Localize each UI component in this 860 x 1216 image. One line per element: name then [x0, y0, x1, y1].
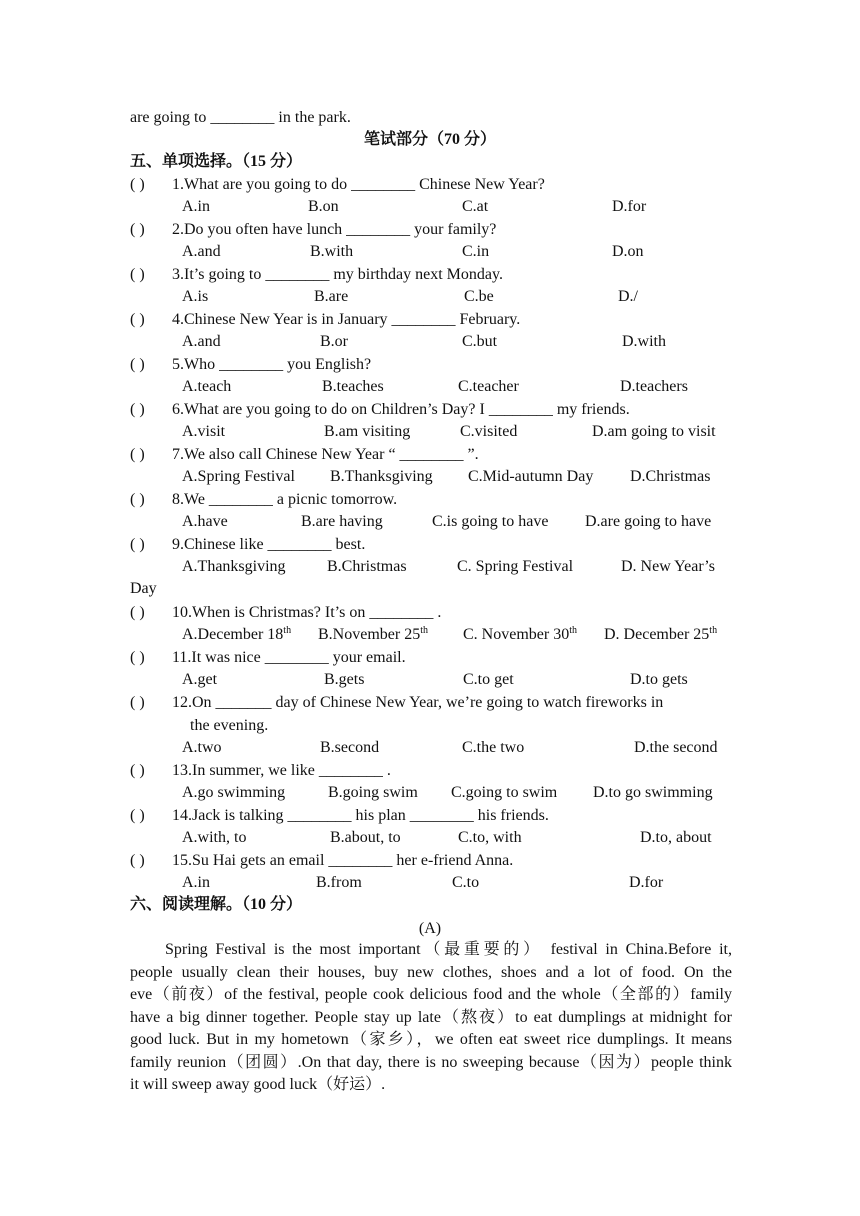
- answer-option: D.on: [612, 243, 644, 260]
- answer-option: D.the second: [634, 739, 718, 756]
- answer-blank: ( ): [130, 176, 145, 193]
- answer-option: D.teachers: [620, 378, 688, 395]
- answer-option: A.have: [182, 513, 228, 530]
- answer-option: B.am visiting: [324, 423, 411, 440]
- answer-blank: ( ): [130, 604, 145, 621]
- answer-option: C. Spring Festival: [457, 558, 574, 575]
- answer-option: A.Thanksgiving: [182, 558, 286, 575]
- answer-option: A.go swimming: [182, 784, 286, 801]
- question-text: 11.It was nice ________ your email.: [172, 649, 406, 666]
- answer-option: C.to: [452, 874, 480, 891]
- question-text: 2.Do you often have lunch ________ your family?: [172, 221, 497, 238]
- answer-option: C.in: [462, 243, 490, 260]
- answer-option: B.are: [314, 288, 349, 305]
- answer-blank: ( ): [130, 266, 145, 283]
- answer-option: B.about, to: [330, 829, 401, 846]
- answer-option: B.second: [320, 739, 380, 756]
- answer-blank: ( ): [130, 807, 145, 824]
- answer-option: D.with: [622, 333, 666, 350]
- answer-blank: ( ): [130, 356, 145, 373]
- question-text: 8.We ________ a picnic tomorrow.: [172, 491, 398, 508]
- question-text: 10.When is Christmas? It’s on ________ .: [172, 604, 442, 621]
- answer-blank: ( ): [130, 446, 145, 463]
- answer-option: B.with: [310, 243, 354, 260]
- answer-option: B.are having: [301, 513, 383, 530]
- question-text: 13.In summer, we like ________ .: [172, 762, 391, 779]
- answer-option: B.November 25th: [318, 625, 428, 643]
- answer-blank: ( ): [130, 311, 145, 328]
- answer-option: D.to gets: [630, 671, 688, 688]
- answer-option: C.is going to have: [432, 513, 549, 530]
- answer-option: A.in: [182, 874, 210, 891]
- question-text: 1.What are you going to do ________ Chinese New Year?: [172, 176, 545, 193]
- section-five-heading: 五、单项选择。（15 分）: [130, 153, 303, 170]
- answer-option: C.to, with: [458, 829, 522, 846]
- passage-line: good luck. But in my hometown（家乡），we often eat sweet rice dumplings. It means: [130, 1031, 732, 1048]
- ordinal-suffix: th: [709, 625, 718, 636]
- passage-label: (A): [418, 920, 442, 937]
- answer-blank: ( ): [130, 852, 145, 869]
- question-text: 6.What are you going to do on Children’s Day? I ________ my friends.: [172, 401, 630, 418]
- answer-option: D.am going to visit: [592, 423, 716, 440]
- answer-option: D./: [618, 288, 638, 305]
- answer-blank: ( ): [130, 762, 145, 779]
- answer-option: D.for: [612, 198, 647, 215]
- answer-option: C.be: [464, 288, 494, 305]
- answer-option: A.teach: [182, 378, 232, 395]
- answer-option: A.get: [182, 671, 218, 688]
- question-text: 3.It’s going to ________ my birthday next Monday.: [172, 266, 503, 283]
- answer-option: B.from: [316, 874, 362, 891]
- answer-blank: ( ): [130, 649, 145, 666]
- passage-line: eve（前夜）of the festival, people cook delicious food and the whole（全部的）family: [130, 986, 732, 1003]
- ordinal-suffix: th: [569, 625, 577, 636]
- answer-option: C.going to swim: [451, 784, 558, 801]
- answer-blank: ( ): [130, 694, 145, 711]
- answer-option: C.but: [462, 333, 498, 350]
- answer-option: C. November 30th: [463, 625, 577, 643]
- section-six-heading: 六、阅读理解。（10 分）: [130, 896, 303, 913]
- answer-blank: ( ): [130, 491, 145, 508]
- answer-option: A.and: [182, 333, 221, 350]
- written-section-heading: 笔试部分（70 分）: [363, 131, 496, 148]
- answer-blank: ( ): [130, 401, 145, 418]
- question-text: 12.On _______ day of Chinese New Year, we’re going to watch fireworks in: [172, 694, 664, 711]
- answer-blank: ( ): [130, 221, 145, 238]
- answer-option: B.Christmas: [327, 558, 407, 575]
- answer-option: A.in: [182, 198, 210, 215]
- answer-option: C.Mid-autumn Day: [468, 468, 594, 485]
- answer-option: A.and: [182, 243, 221, 260]
- answer-option: B.gets: [324, 671, 365, 688]
- ordinal-suffix: th: [283, 625, 292, 636]
- question-text: 15.Su Hai gets an email ________ her e-friend Anna.: [172, 852, 514, 869]
- answer-option: B.teaches: [322, 378, 384, 395]
- answer-option: A.with, to: [182, 829, 247, 846]
- answer-option: D. December 25th: [604, 625, 718, 643]
- question-option-wrap: Day: [130, 580, 157, 597]
- answer-option: D.are going to have: [585, 513, 712, 530]
- passage-line: have a big dinner together. People stay up late（熬夜）to eat dumplings at midnight for: [130, 1009, 732, 1026]
- question-text: 14.Jack is talking ________ his plan ________ his friends.: [172, 807, 549, 824]
- answer-option: C.visited: [460, 423, 518, 440]
- answer-option: C.teacher: [458, 378, 519, 395]
- answer-option: D.Christmas: [630, 468, 711, 485]
- answer-option: A.Spring Festival: [182, 468, 295, 485]
- question-text: 9.Chinese like ________ best.: [172, 536, 366, 553]
- passage-line: it will sweep away good luck（好运）.: [130, 1076, 386, 1093]
- answer-option: B.Thanksgiving: [330, 468, 433, 485]
- answer-option: C.to get: [463, 671, 514, 688]
- answer-option: D.to, about: [640, 829, 712, 846]
- answer-blank: ( ): [130, 536, 145, 553]
- question-text: 4.Chinese New Year is in January ________ February.: [172, 311, 521, 328]
- continuation-line: are going to ________ in the park.: [130, 109, 351, 126]
- question-text: 7.We also call Chinese New Year “ ________ ”.: [172, 446, 479, 463]
- passage-line: Spring Festival is the most important（最重要的） festival in China.Before it,: [165, 941, 732, 958]
- answer-option: A.December 18th: [182, 625, 292, 643]
- answer-option: A.is: [182, 288, 209, 305]
- answer-option: D.for: [629, 874, 664, 891]
- answer-option: D. New Year’s: [621, 558, 715, 575]
- answer-option: B.going swim: [328, 784, 418, 801]
- ordinal-suffix: th: [420, 625, 428, 636]
- question-text-wrap: the evening.: [190, 717, 269, 734]
- question-text: 5.Who ________ you English?: [172, 356, 372, 373]
- answer-option: B.on: [308, 198, 339, 215]
- answer-option: D.to go swimming: [593, 784, 713, 801]
- answer-option: A.two: [182, 739, 222, 756]
- answer-option: A.visit: [182, 423, 226, 440]
- answer-option: C.the two: [462, 739, 525, 756]
- passage-line: people usually clean their houses, buy new clothes, shoes and a lot of food. On the: [130, 964, 732, 981]
- answer-option: B.or: [320, 333, 348, 350]
- passage-line: family reunion（团圆）.On that day, there is no sweeping because（因为）people think: [130, 1054, 732, 1071]
- answer-option: C.at: [462, 198, 489, 215]
